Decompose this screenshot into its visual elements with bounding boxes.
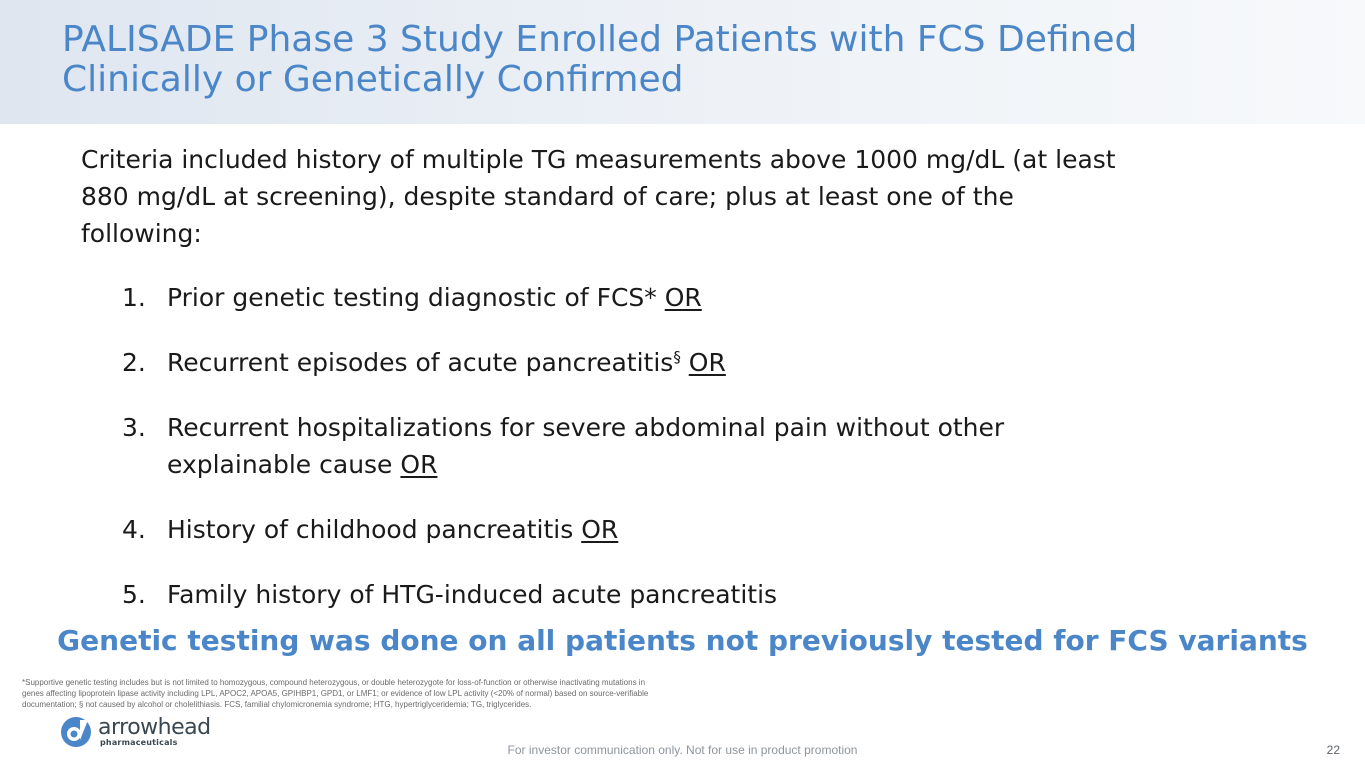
criteria-line: Recurrent hospitalizations for severe abdominal pain without other <box>167 413 1005 442</box>
footnote <box>22 677 802 710</box>
criteria-item-3 <box>122 409 1272 483</box>
criteria-text <box>167 576 1272 613</box>
criteria-line: Recurrent episodes of acute pancreatitis <box>167 348 674 377</box>
intro-line-1: Criteria included history of multiple TG measurements above 1000 mg/dL (at least <box>81 145 1116 174</box>
footnote-line-2: genes affecting lipoprotein lipase activity including LPL, APOC2, APOA5, GPIHBP1, GPD1, or LMF1; or evidence of low LPL activity (<20% of normal) based on source-verifiable <box>22 689 649 698</box>
criteria-line: Prior genetic testing diagnostic of FCS* <box>167 283 657 312</box>
section-symbol: § <box>673 348 681 366</box>
intro-line-3: following: <box>81 219 202 248</box>
or-connector: OR <box>688 348 726 377</box>
criteria-number: 4. <box>122 515 146 544</box>
criteria-item-1 <box>122 279 1272 316</box>
criteria-line: Family history of HTG-induced acute pancreatitis <box>167 580 778 609</box>
criteria-number: 1. <box>122 283 146 312</box>
conclusion-statement: Genetic testing was done on all patients not previously tested for FCS variants <box>57 624 1308 657</box>
slide-title-line-1: PALISADE Phase 3 Study Enrolled Patients with FCS Defined <box>62 19 1138 60</box>
criteria-text <box>167 511 1272 548</box>
intro-line-2: 880 mg/dL at screening), despite standard of care; plus at least one of the <box>81 182 1014 211</box>
investor-disclaimer: For investor communication only. Not for use in product promotion <box>507 743 858 757</box>
criteria-number: 3. <box>122 413 146 442</box>
criteria-item-4 <box>122 511 1272 548</box>
logo-subtitle: pharmaceuticals <box>100 738 178 747</box>
or-connector: OR <box>400 450 438 479</box>
footnote-line-1: *Supportive genetic testing includes but is not limited to homozygous, compound heterozygous, or double heterozygote for loss-of-function or otherwise inactivating mutations in <box>22 678 646 687</box>
intro-paragraph <box>81 141 1311 252</box>
criteria-text <box>167 279 1272 316</box>
slide-title-line-2: Clinically or Genetically Confirmed <box>62 59 684 100</box>
logo-wordmark: arrowhead <box>98 715 211 740</box>
criteria-item-2 <box>122 344 1272 381</box>
criteria-number: 2. <box>122 348 146 377</box>
criteria-text <box>167 409 1272 483</box>
or-connector: OR <box>664 283 702 312</box>
footnote-line-3: documentation; § not caused by alcohol or cholelithiasis. FCS, familial chylomicronemia syndrome; HTG, hypertriglyceridemia; TG, triglycerides. <box>22 700 532 709</box>
criteria-item-5 <box>122 576 1272 613</box>
page-number: 22 <box>1326 743 1340 757</box>
criteria-line: explainable cause <box>167 450 393 479</box>
criteria-number: 5. <box>122 580 146 609</box>
slide-title <box>62 20 1322 100</box>
criteria-text <box>167 344 1272 381</box>
or-connector: OR <box>581 515 619 544</box>
criteria-line: History of childhood pancreatitis <box>167 515 574 544</box>
